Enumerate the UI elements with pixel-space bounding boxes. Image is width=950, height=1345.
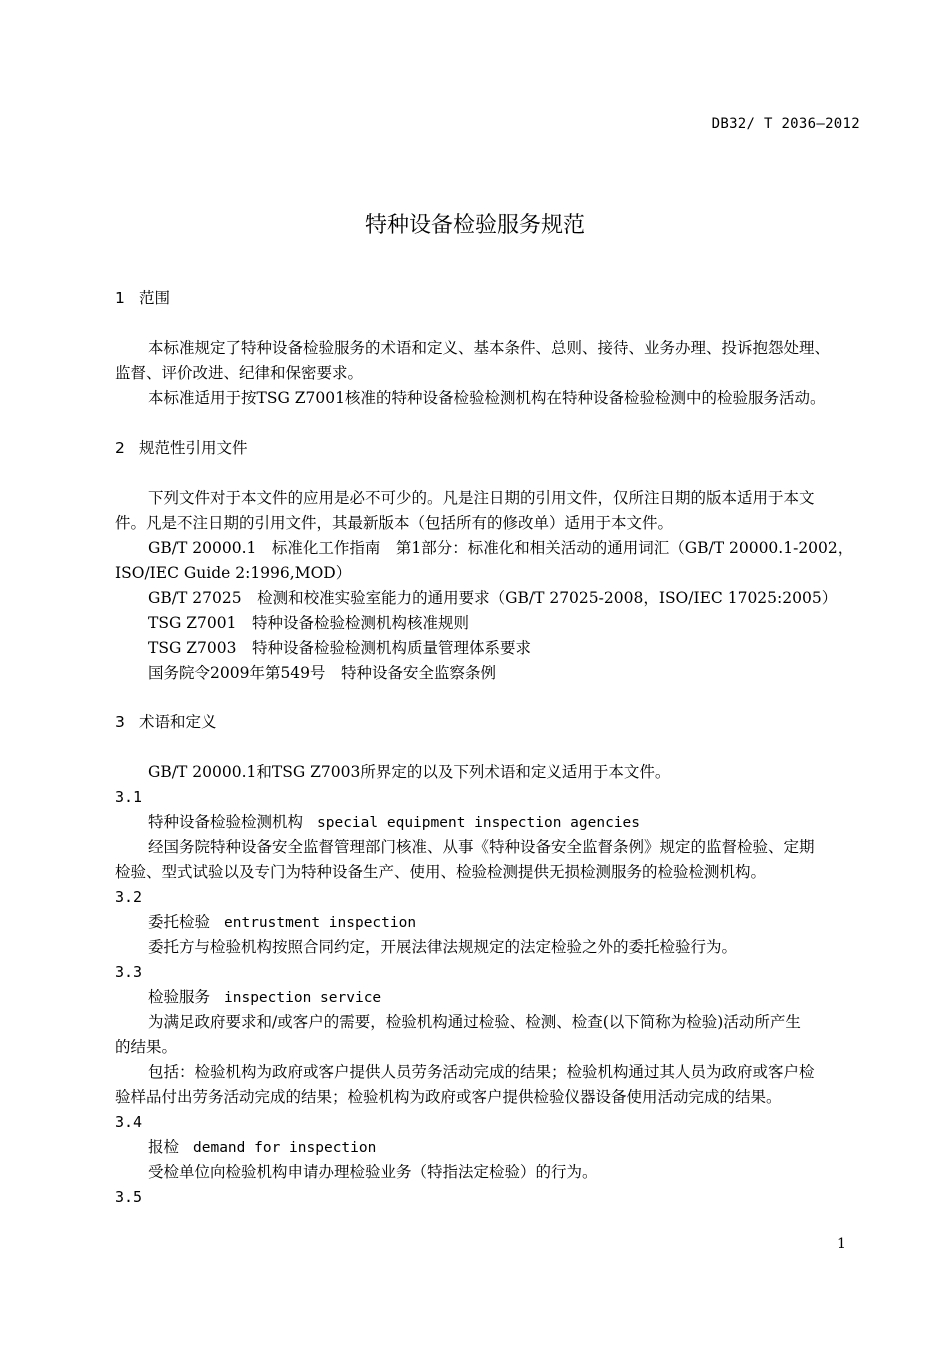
term-heading [148, 987, 381, 1008]
term-number: 3.1 [115, 788, 143, 806]
term-chinese: 特种设备检验检测机构 [148, 813, 304, 831]
reference-item: ISO/IEC Guide 2:1996,MOD） [115, 564, 352, 582]
section-title: 规范性引用文件 [139, 439, 248, 457]
term-chinese: 委托检验 [148, 913, 211, 931]
reference-item: GB/T 20000.1 标准化工作指南 第1部分：标准化和相关活动的通用词汇（GB/T 20000.1-2002， [148, 539, 854, 557]
paragraph: 本标准规定了特种设备检验服务的术语和定义、基本条件、总则、接待、业务办理、投诉抱怨处理、 [148, 339, 831, 357]
term-definition: 检验、型式试验以及专门为特种设备生产、使用、检验检测提供无损检测服务的检验检测机构。 [115, 863, 767, 881]
term-number: 3.2 [115, 888, 143, 906]
term-heading [148, 1137, 376, 1158]
term-number: 3.3 [115, 963, 143, 981]
standard-number: DB32/ T 2036—2012 [711, 116, 860, 132]
paragraph: 本标准适用于按TSG Z7001核准的特种设备检验检测机构在特种设备检验检测中的检验服务活动。 [148, 389, 826, 407]
document-title: 特种设备检验服务规范 [364, 213, 585, 238]
term-definition: 包括：检验机构为政府或客户提供人员劳务活动完成的结果；检验机构通过其人员为政府或客户检 [148, 1063, 815, 1081]
reference-item: TSG Z7003 特种设备检验检测机构质量管理体系要求 [148, 639, 531, 657]
paragraph: 下列文件对于本文件的应用是必不可少的。凡是注日期的引用文件，仅所注日期的版本适用于本文 [148, 489, 815, 507]
section-1-heading [115, 288, 170, 308]
term-english: inspection service [224, 990, 382, 1006]
reference-item: TSG Z7001 特种设备检验检测机构核准规则 [148, 614, 469, 632]
term-chinese: 检验服务 [148, 988, 211, 1006]
section-2-heading [115, 438, 248, 458]
term-definition: 委托方与检验机构按照合同约定，开展法律法规规定的法定检验之外的委托检验行为。 [148, 938, 738, 956]
reference-item: 国务院令2009年第549号 特种设备安全监察条例 [148, 664, 497, 682]
term-number: 3.4 [115, 1113, 143, 1131]
term-english: entrustment inspection [224, 915, 417, 931]
term-chinese: 报检 [148, 1138, 180, 1156]
section-number: 1 [115, 289, 125, 307]
term-definition: 验样品付出劳务活动完成的结果；检验机构为政府或客户提供检验仪器设备使用活动完成的结果。 [115, 1088, 782, 1106]
term-heading [148, 912, 416, 933]
section-number: 3 [115, 713, 125, 731]
section-title: 术语和定义 [139, 713, 217, 731]
paragraph: 监督、评价改进、纪律和保密要求。 [115, 364, 364, 382]
term-heading [148, 812, 640, 833]
term-english: special equipment inspection agencies [317, 815, 641, 831]
term-definition: 的结果。 [115, 1038, 178, 1056]
section-number: 2 [115, 439, 125, 457]
term-definition: 为满足政府要求和/或客户的需要，检验机构通过检验、检测、检查(以下简称为检验)活动所产生 [148, 1013, 801, 1031]
term-number: 3.5 [115, 1188, 143, 1206]
reference-item: GB/T 27025 检测和校准实验室能力的通用要求（GB/T 27025-2008，ISO/IEC 17025:2005） [148, 589, 838, 607]
paragraph: GB/T 20000.1和TSG Z7003所界定的以及下列术语和定义适用于本文件。 [148, 763, 671, 781]
term-definition: 经国务院特种设备安全监督管理部门核准、从事《特种设备安全监督条例》规定的监督检验、定期 [148, 838, 815, 856]
page-number: 1 [837, 1236, 846, 1252]
section-3-heading [115, 712, 217, 732]
term-definition: 受检单位向检验机构申请办理检验业务（特指法定检验）的行为。 [148, 1163, 598, 1181]
term-english: demand for inspection [193, 1140, 377, 1156]
section-title: 范围 [139, 289, 171, 307]
paragraph: 件。凡是不注日期的引用文件，其最新版本（包括所有的修改单）适用于本文件。 [115, 514, 674, 532]
